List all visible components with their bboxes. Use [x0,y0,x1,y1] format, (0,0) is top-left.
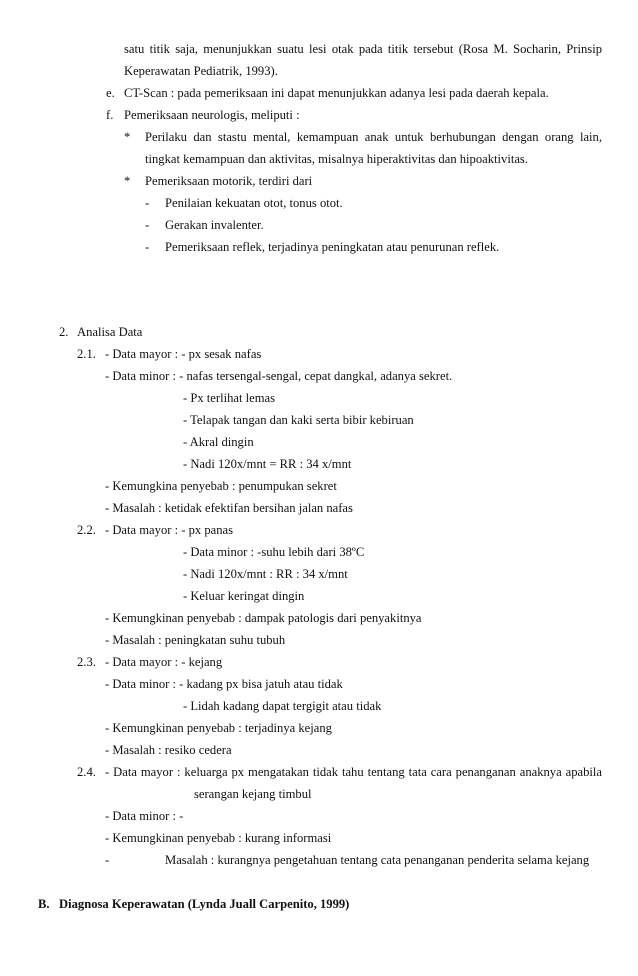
subsection-number: 2.1. [77,347,96,361]
sub-item: Gerakan invalenter. [165,218,264,232]
list-marker: e. [106,86,115,100]
data-mayor: - Data mayor : - kejang [105,655,223,669]
data-minor: - Data minor : - [105,809,184,823]
dash-marker: - [145,218,150,232]
sub-item: Penilaian kekuatan otot, tonus otot. [165,196,343,210]
data-minor: - Data minor : - kadang px bisa jatuh atau tidak [105,677,343,691]
masalah: - Masalah : peningkatan suhu tubuh [105,633,286,647]
data-mayor: - Data mayor : - px panas [105,523,233,537]
bullet-item: tingkat kemampuan dan aktivitas, misalnya hiperaktivitas dan hipoaktivitas. [145,152,528,166]
bullet-item: Perilaku dan stastu mental, kemampuan anak untuk berhubungan dengan orang lain, [145,130,602,144]
data-minor: - Data minor : - nafas tersengal-sengal, cepat dangkal, adanya sekret. [105,369,453,383]
subsection-number: 2.2. [77,523,96,537]
dash-marker: - [105,853,110,867]
minor-item: - Keluar keringat dingin [183,589,305,603]
section-label: B. [38,897,50,911]
data-mayor: - Data mayor : keluarga px mengatakan tidak tahu tentang tata cara penanganan anaknya apabila [105,765,602,779]
sub-item: Pemeriksaan reflek, terjadinya peningkatan atau penurunan reflek. [165,240,500,254]
list-item: Pemeriksaan neurologis, meliputi : [124,108,300,122]
bullet-marker: * [124,174,131,188]
subsection-number: 2.3. [77,655,96,669]
minor-item: - Nadi 120x/mnt : RR : 34 x/mnt [183,567,348,581]
penyebab: - Kemungkinan penyebab : kurang informasi [105,831,332,845]
data-mayor: - Data mayor : - px sesak nafas [105,347,262,361]
dash-marker: - [145,240,150,254]
masalah: - Masalah : ketidak efektifan bersihan jalan nafas [105,501,353,515]
dash-marker: - [145,196,150,210]
penyebab: - Kemungkinan penyebab : dampak patologis dari penyakitnya [105,611,422,625]
bullet-marker: * [124,130,131,144]
section-title: Analisa Data [77,325,143,339]
penyebab: - Kemungkina penyebab : penumpukan sekret [105,479,337,493]
bullet-item: Pemeriksaan motorik, terdiri dari [145,174,313,188]
section-heading: Diagnosa Keperawatan (Lynda Juall Carpenito, 1999) [59,897,350,911]
minor-item: - Data minor : -suhu lebih dari 38ºC [183,545,365,559]
list-marker: f. [106,108,114,122]
minor-item: - Px terlihat lemas [183,391,275,405]
minor-item: - Telapak tangan dan kaki serta bibir kebiruan [183,413,414,427]
minor-item: - Akral dingin [183,435,254,449]
paragraph-line: satu titik saja, menunjukkan suatu lesi otak pada titik tersebut (Rosa M. Socharin, Prinsip [124,42,602,56]
minor-item: - Nadi 120x/mnt = RR : 34 x/mnt [183,457,352,471]
section-number: 2. [59,325,69,339]
penyebab: - Kemungkinan penyebab : terjadinya kejang [105,721,332,735]
masalah: - Masalah : resiko cedera [105,743,232,757]
data-mayor-continued: serangan kejang timbul [194,787,312,801]
subsection-number: 2.4. [77,765,96,779]
minor-item: - Lidah kadang dapat tergigit atau tidak [183,699,382,713]
list-item: CT-Scan : pada pemeriksaan ini dapat menunjukkan adanya lesi pada daerah kepala. [124,86,549,100]
masalah: Masalah : kurangnya pengetahuan tentang cata penanganan penderita selama kejang [165,853,590,867]
paragraph-line: Keperawatan Pediatrik, 1993). [124,64,278,78]
